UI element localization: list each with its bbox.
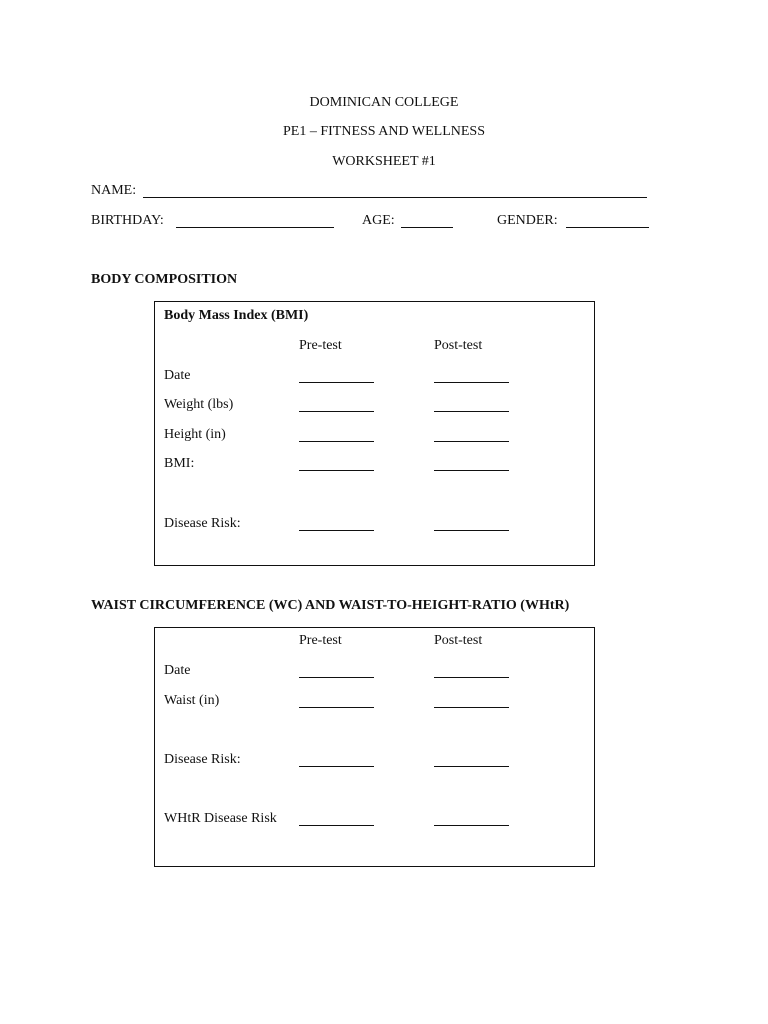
bmi-row-label: Weight (lbs) — [164, 397, 234, 412]
bmi-col-pre: Pre-test — [299, 338, 342, 353]
waist-row-label: WHtR Disease Risk — [164, 811, 277, 826]
bmi-weight-pre-field[interactable] — [299, 411, 374, 412]
bmi-weight-post-field[interactable] — [434, 411, 509, 412]
bmi-row-label: Date — [164, 368, 191, 383]
name-field[interactable] — [143, 197, 647, 198]
bmi-height-pre-field[interactable] — [299, 441, 374, 442]
whtr-risk-pre-field[interactable] — [299, 825, 374, 826]
bmi-height-post-field[interactable] — [434, 441, 509, 442]
college-title: DOMINICAN COLLEGE — [309, 95, 459, 110]
waist-box — [154, 627, 595, 867]
waist-col-pre: Pre-test — [299, 633, 342, 648]
bmi-box — [154, 301, 595, 566]
bmi-date-pre-field[interactable] — [299, 382, 374, 383]
bmi-row-label: BMI: — [164, 456, 195, 471]
waist-value-pre-field[interactable] — [299, 707, 374, 708]
waist-row-label: Disease Risk: — [164, 752, 241, 767]
waist-row-label: Date — [164, 663, 191, 678]
body-composition-heading: BODY COMPOSITION — [91, 272, 238, 287]
bmi-risk-post-field[interactable] — [434, 530, 509, 531]
gender-label: GENDER: — [497, 213, 558, 228]
bmi-value-pre-field[interactable] — [299, 470, 374, 471]
bmi-risk-pre-field[interactable] — [299, 530, 374, 531]
waist-date-post-field[interactable] — [434, 677, 509, 678]
bmi-box-title: Body Mass Index (BMI) — [164, 308, 309, 323]
gender-field[interactable] — [566, 227, 649, 228]
bmi-row-label: Disease Risk: — [164, 516, 241, 531]
course-title: PE1 – FITNESS AND WELLNESS — [283, 124, 485, 139]
waist-risk-post-field[interactable] — [434, 766, 509, 767]
birthday-field[interactable] — [176, 227, 334, 228]
bmi-row-label: Height (in) — [164, 427, 226, 442]
waist-col-post: Post-test — [434, 633, 483, 648]
bmi-value-post-field[interactable] — [434, 470, 509, 471]
age-field[interactable] — [401, 227, 453, 228]
waist-heading: WAIST CIRCUMFERENCE (WC) AND WAIST-TO-HEIGHT-RATIO (WHtR) — [91, 598, 570, 613]
birthday-label: BIRTHDAY: — [91, 213, 164, 228]
bmi-date-post-field[interactable] — [434, 382, 509, 383]
waist-row-label: Waist (in) — [164, 693, 220, 708]
whtr-risk-post-field[interactable] — [434, 825, 509, 826]
waist-risk-pre-field[interactable] — [299, 766, 374, 767]
age-label: AGE: — [362, 213, 395, 228]
worksheet-title: WORKSHEET #1 — [332, 154, 436, 169]
name-label: NAME: — [91, 183, 137, 198]
bmi-col-post: Post-test — [434, 338, 483, 353]
waist-date-pre-field[interactable] — [299, 677, 374, 678]
waist-value-post-field[interactable] — [434, 707, 509, 708]
